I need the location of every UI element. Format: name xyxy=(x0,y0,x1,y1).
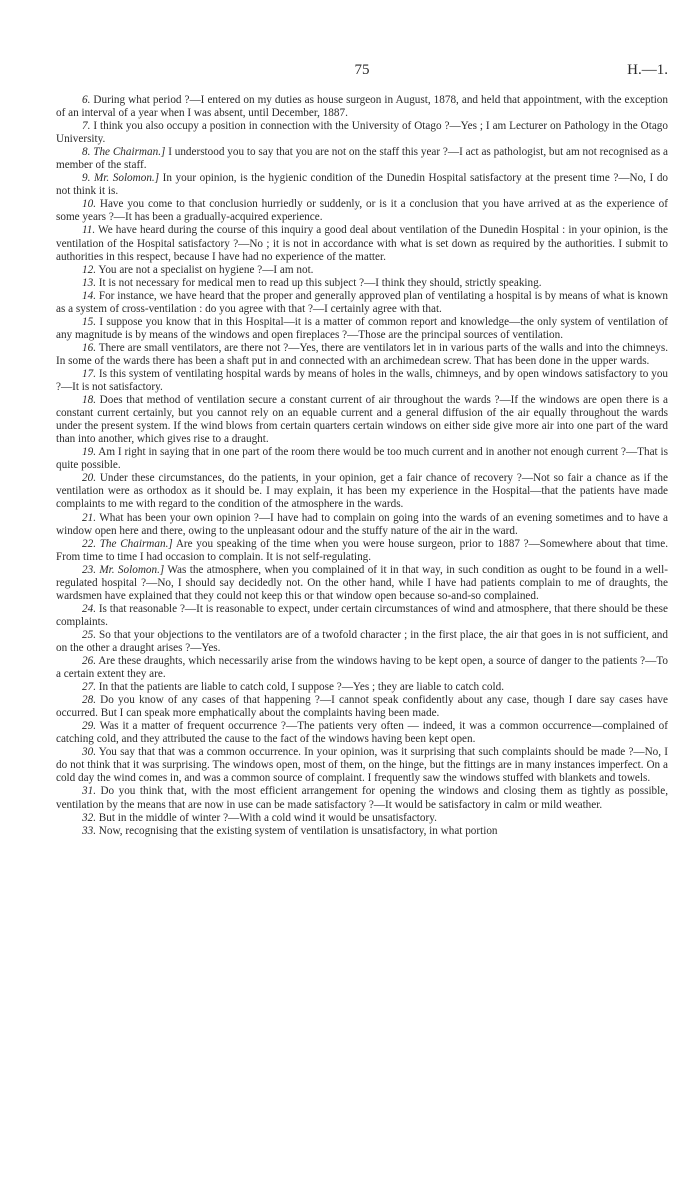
paragraph-text: Is this system of ventilating hospital wards by means of holes in the walls, chimneys, and by open windows satisfactory to you ?—It is not satisfactory. xyxy=(56,367,669,394)
question-number: 29. xyxy=(82,720,96,733)
question-number: 7. xyxy=(82,120,91,133)
question-number: 10. xyxy=(82,198,96,211)
paragraph-text: Does that method of ventilation secure a constant current of air throughout the wards ?—If the windows are open there is a constant current certainly, but you cannot rely on an equable current and a general diffusion of the air equally throughout the wards under the present system. If the wind blows from certain quarters certain windows on either side give more air into one part of the ward than into another, which gives rise to a draught. xyxy=(56,394,669,446)
paragraph-text: Was it a matter of frequent occurrence ?—The patients very often — indeed, it was a common occurrence—complained of catching cold, and they attributed the cause to the fact of the windows having been kept open. xyxy=(56,720,668,746)
question-number: 17. xyxy=(82,367,96,380)
paragraph-text: I understood you to say that you are not on the staff this year ?—I act as pathologist, but am not recognised as a member of the staff. xyxy=(56,146,669,172)
question-number: 26. xyxy=(82,655,96,668)
paragraph-text: I think you also occupy a position in connection with the University of Otago ?—Yes ; I am Lecturer on Pathology in the Otago University. xyxy=(56,120,668,146)
question-number: 21. xyxy=(82,511,96,524)
question-number: 30. xyxy=(82,746,96,759)
testimony-paragraph xyxy=(56,681,668,694)
testimony-paragraph xyxy=(56,564,668,603)
question-number: 33. xyxy=(82,824,96,837)
document-page xyxy=(56,64,668,838)
question-number: 31. xyxy=(82,785,96,798)
testimony-paragraph xyxy=(56,812,668,825)
question-number: 12. xyxy=(82,263,96,276)
paragraph-text: I suppose you know that in this Hospital—it is a matter of common report and knowledge—the only system of ventilation of any magnitude is by means of the windows and open fireplaces ?—Those are the principal sources of ventilation. xyxy=(56,315,669,341)
question-number: 32. xyxy=(82,811,96,824)
testimony-paragraph xyxy=(56,368,668,394)
testimony-paragraph xyxy=(56,94,668,120)
testimony-paragraph xyxy=(56,394,668,446)
question-number: 16. xyxy=(82,341,96,354)
paragraph-text: There are small ventilators, are there not ?—Yes, there are ventilators let in in various parts of the walls and into the chimneys. In some of the wards there has been a shaft put in and connected with an archimedean screw. That has been done in the upper wards. xyxy=(56,341,668,367)
paragraph-text: For instance, we have heard that the proper and generally approved plan of ventilating a hospital is by means of what is known as a system of cross-ventilation : do you agree with that ?—I certainly agree with that. xyxy=(56,289,669,315)
paragraph-text: Is that reasonable ?—It is reasonable to expect, under certain circumstances of wind and atmosphere, that there should be these complaints. xyxy=(56,602,668,628)
testimony-paragraph xyxy=(56,316,668,342)
page-number: 75 xyxy=(354,62,370,78)
testimony-paragraph xyxy=(56,172,668,198)
question-number: 14. xyxy=(82,289,96,302)
question-number: 23. xyxy=(82,563,96,576)
question-number: 19. xyxy=(82,446,96,459)
speaker-label: Mr. Solomon.] xyxy=(99,563,165,576)
testimony-paragraph xyxy=(56,198,668,224)
paragraph-text: So that your objections to the ventilators are of a twofold character ; in the first place, the air that goes in is not sufficient, and on the other a draught arises ?—Yes. xyxy=(56,628,668,654)
testimony-paragraph xyxy=(56,120,668,146)
testimony-paragraph xyxy=(56,785,668,811)
testimony-paragraph xyxy=(56,146,668,172)
speaker-label: The Chairman.] xyxy=(93,146,166,159)
testimony-paragraph xyxy=(56,825,668,838)
question-number: 28. xyxy=(82,694,96,707)
testimony-paragraph xyxy=(56,538,668,564)
paragraph-text: You are not a specialist on hygiene ?—I am not. xyxy=(98,263,314,276)
paragraph-text: Under these circumstances, do the patients, in your opinion, get a fair chance of recovery ?—Not so fair a chance as if the ventilation were as orthodox as it should be. I may explain, it has been my experience in the Hospital—that the patients have made complaints to me with regard to the condition of the atmosphere in the wards. xyxy=(56,472,668,511)
paragraph-text: In your opinion, is the hygienic condition of the Dunedin Hospital satisfactory at the present time ?—No, I do not think it is. xyxy=(56,172,669,198)
testimony-paragraph xyxy=(56,629,668,655)
speaker-label: Mr. Solomon.] xyxy=(93,172,160,185)
testimony-paragraph xyxy=(56,720,668,746)
paragraph-text: Was the atmosphere, when you complained of it in that way, in such condition as ought to be found in a well-regulated hospital ?—No, I should say decidedly not. On the other hand, while I have had patients complain to me of draughts, the wardsmen have explained that they could not keep this or that window open because so-and-so complained. xyxy=(56,563,668,602)
paragraph-text: Have you come to that conclusion hurriedly or suddenly, or is it a conclusion that you have arrived at as the experience of some years ?—It has been a gradually-acquired experience. xyxy=(56,198,668,224)
question-number: 24. xyxy=(82,602,96,615)
testimony-paragraph xyxy=(56,446,668,472)
question-number: 15. xyxy=(82,315,96,328)
testimony-paragraph xyxy=(56,472,668,511)
question-number: 8. xyxy=(82,146,91,159)
document-code: H.—1. xyxy=(627,62,668,78)
testimony-paragraph xyxy=(56,342,668,368)
testimony-paragraph xyxy=(56,277,668,290)
testimony-body xyxy=(56,94,668,838)
paragraph-text: You say that that was a common occurrence. In your opinion, was it surprising that such complaints should be made ?—No, I do not think that it was surprising. The windows open, most of them, on the hinge, but the fittings are in many instances imperfect. On a cold day the wind comes in, and was a common source of complaint. I frequently saw the windows stuffed with blankets and towels. xyxy=(56,746,668,785)
paragraph-text: But in the middle of winter ?—With a cold wind it would be unsatisfactory. xyxy=(98,811,437,824)
paragraph-text: During what period ?—I entered on my duties as house surgeon in August, 1878, and held that appointment, with the exception of an interval of a year when I was absent, until December, 1887. xyxy=(56,94,668,120)
paragraph-text: Am I right in saying that in one part of the room there would be too much current and in another not enough current ?—That is quite possible. xyxy=(56,446,668,472)
paragraph-text: Are you speaking of the time when you were house surgeon, prior to 1887 ?—Somewhere about that time. From time to time I had occasion to complain. It is not self-regulating. xyxy=(56,537,669,563)
paragraph-text: Are these draughts, which necessarily arise from the windows having to be kept open, a source of danger to the patients ?—To a certain extent they are. xyxy=(56,655,668,681)
testimony-paragraph xyxy=(56,694,668,720)
question-number: 25. xyxy=(82,628,96,641)
testimony-paragraph xyxy=(56,746,668,785)
paragraph-text: Do you know of any cases of that happening ?—I cannot speak confidently about any case, though I dare say cases have occurred. But I can speak more emphatically about the complaints having been made. xyxy=(56,694,668,720)
paragraph-text: We have heard during the course of this inquiry a good deal about ventilation of the Dunedin Hospital : in your opinion, is the ventilation of the Hospital satisfactory ?—No ; it is not in accordance with what is set down as required by the authorities. I submit to authorities in this respect, because I have had no experience of the matter. xyxy=(56,224,668,263)
page-header xyxy=(56,64,668,94)
question-number: 27. xyxy=(82,681,96,694)
testimony-paragraph xyxy=(56,264,668,277)
paragraph-text: Do you think that, with the most efficient arrangement for opening the windows and closing them as tightly as possible, ventilation by the means that are now in use can be made satisfactory ?—It would be satisfactory in calm or mild weather. xyxy=(56,785,669,811)
question-number: 18. xyxy=(82,394,96,407)
question-number: 13. xyxy=(82,276,96,289)
question-number: 20. xyxy=(82,472,96,485)
testimony-paragraph xyxy=(56,290,668,316)
question-number: 9. xyxy=(82,172,91,185)
testimony-paragraph xyxy=(56,224,668,263)
question-number: 11. xyxy=(82,224,96,237)
paragraph-text: In that the patients are liable to catch cold, I suppose ?—Yes ; they are liable to catch cold. xyxy=(98,681,504,694)
paragraph-text: Now, recognising that the existing system of ventilation is unsatisfactory, in what portion xyxy=(98,824,498,837)
paragraph-text: It is not necessary for medical men to read up this subject ?—I think they should, strictly speaking. xyxy=(98,276,542,289)
paragraph-text: What has been your own opinion ?—I have had to complain on going into the wards of an evening sometimes and to have a window open here and there, owing to the unpleasant odour and the stuffy nature of the air in the ward. xyxy=(56,511,668,537)
testimony-paragraph xyxy=(56,512,668,538)
speaker-label: The Chairman.] xyxy=(99,537,173,550)
question-number: 6. xyxy=(82,94,91,106)
testimony-paragraph xyxy=(56,655,668,681)
question-number: 22. xyxy=(82,537,96,550)
testimony-paragraph xyxy=(56,603,668,629)
